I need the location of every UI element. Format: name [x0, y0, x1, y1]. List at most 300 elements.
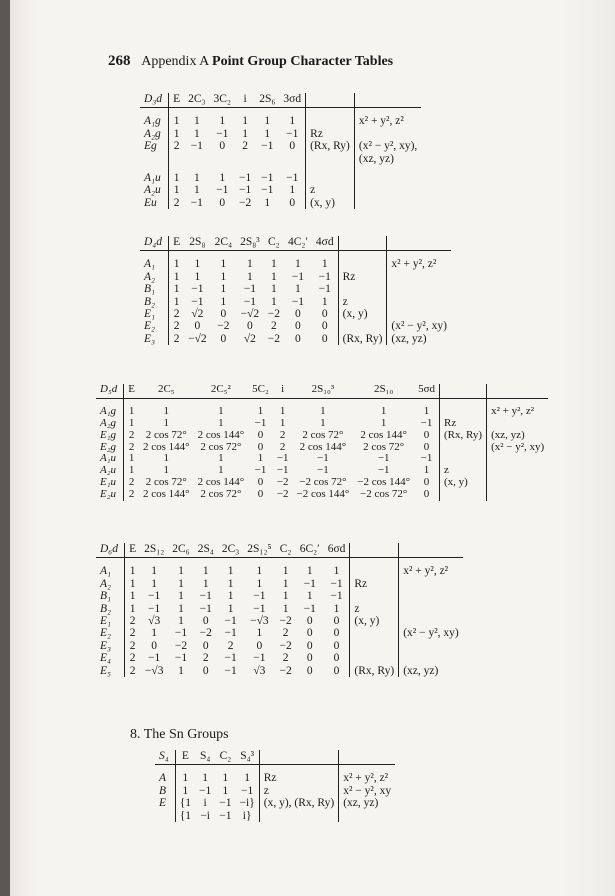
d4d-cell: A₁ — [140, 251, 169, 271]
d3d-cell — [354, 197, 421, 209]
d6d-cell: 1 — [151, 565, 158, 578]
d6d-header-cell: C₂ — [275, 543, 295, 558]
d6d-cell — [399, 603, 463, 615]
d4d-cell: 1 — [295, 258, 301, 271]
d3d-cell — [210, 153, 235, 165]
s4-cell: Rz — [259, 765, 338, 785]
d6d-cell: −1 — [330, 577, 343, 590]
d5d-cell: −2 cos 72° — [299, 476, 347, 489]
d4d-cell: √2 — [191, 308, 204, 321]
d5d-cell — [487, 489, 549, 501]
d6d-cell: −1 — [148, 590, 161, 603]
d3d-cell: 1 — [264, 115, 271, 128]
page-header — [108, 53, 393, 70]
d6d-cell — [399, 578, 463, 590]
d6d-cell: 0 — [151, 639, 158, 652]
d4d-header-row — [140, 236, 451, 251]
page-title: Point Group Character Tables — [212, 54, 394, 69]
d4d-cell: 0 — [220, 332, 227, 345]
d5d-header-cell: E — [124, 384, 139, 398]
d5d-header-cell: 5C₂ — [248, 384, 273, 398]
d6d-cell: 1 — [227, 577, 234, 590]
d4d-cell: z — [338, 296, 387, 308]
s4-cell: z — [259, 785, 338, 797]
d6d-cell: −2 — [279, 664, 292, 677]
d5d-row — [96, 430, 548, 442]
d5d-cell: 2 cos 144° — [299, 440, 347, 453]
d5d-cell: 0 — [257, 428, 264, 441]
d6d-cell: 1 — [178, 664, 184, 677]
d6d-row — [96, 652, 463, 664]
d5d-cell: E₂g — [96, 442, 124, 454]
d5d-cell: 1 — [423, 464, 430, 477]
d3d-row — [140, 153, 421, 165]
d5d-cell: (x² − y², xy) — [487, 442, 549, 454]
d3d-cell: −1 — [261, 172, 274, 185]
d5d-cell — [487, 477, 549, 489]
d5d-cell: −1 — [254, 464, 267, 477]
d3d-cell: 1 — [289, 184, 296, 197]
d3d-cell: −2 — [238, 196, 252, 209]
d5d-cell: 1 — [218, 404, 224, 417]
d6d-cell: z — [350, 603, 399, 615]
d6d-cell: 2 — [129, 615, 136, 628]
d6d-cell: 1 — [256, 565, 263, 578]
d4d-cell — [387, 296, 451, 308]
d4d-cell: −√2 — [240, 308, 260, 321]
d6d-row — [96, 665, 463, 677]
d5d-row — [96, 398, 548, 417]
d5d-cell — [487, 465, 549, 477]
d4d-header-cell — [338, 236, 387, 251]
d3d-cell: 0 — [219, 196, 226, 209]
d4d-row — [140, 296, 451, 308]
d6d-cell: 0 — [333, 627, 340, 640]
d5d-cell: z — [440, 465, 487, 477]
d5d-cell: 2 cos 72° — [302, 428, 344, 441]
d3d-cell — [184, 153, 209, 165]
binding-shadow — [0, 0, 10, 896]
s4-cell: A — [155, 765, 175, 785]
s4-cell — [155, 810, 175, 822]
s4-cell: (x, y), (Rx, Ry) — [259, 797, 338, 809]
d5d-cell: −1 — [377, 464, 390, 477]
s4-row — [155, 810, 395, 822]
d3d-cell: x² + y², z² — [354, 108, 421, 128]
d6d-cell — [399, 652, 463, 664]
d3d-cell: −1 — [216, 127, 229, 140]
d4d-header-cell: 4σd — [312, 236, 338, 251]
d6d-cell — [350, 558, 399, 578]
s4-cell: B — [155, 785, 175, 797]
d3d-cell: 1 — [193, 127, 200, 140]
d4d-row — [140, 283, 451, 295]
d3d-row — [140, 184, 421, 196]
d4d-cell: −1 — [243, 295, 257, 308]
d5d-header-cell — [440, 384, 487, 398]
s4-cell: 1 — [202, 772, 209, 785]
d6d-cell: −2 — [279, 639, 292, 652]
d3d-cell: −1 — [238, 184, 252, 197]
s4-cell: {1 — [179, 809, 192, 822]
d6d-header-row — [96, 543, 463, 558]
d5d-cell: 1 — [128, 464, 135, 477]
d5d-cell: 2 cos 72° — [145, 428, 187, 441]
d3d-cell: A₂g — [140, 128, 169, 140]
d6d-header-cell: E — [125, 543, 141, 558]
d6d-cell: −1 — [224, 615, 237, 628]
d6d-cell: −1 — [253, 602, 266, 615]
d6d-cell: 1 — [178, 590, 184, 603]
d4d-header-cell: 4C₂′ — [284, 236, 312, 251]
d3d-header-cell: E — [169, 93, 185, 108]
s4-header-cell: C₂ — [215, 750, 235, 765]
d4d-cell: 1 — [247, 258, 253, 271]
s4-row — [155, 765, 395, 785]
d5d-cell: 1 — [218, 416, 224, 429]
d5d-header-cell: D₅d — [96, 384, 124, 398]
d5d-header-cell: 2C₅² — [194, 384, 249, 398]
d6d-cell: 0 — [202, 664, 209, 677]
d4d-cell: 1 — [194, 270, 201, 283]
d5d-cell — [487, 453, 549, 465]
s4-cell: −i} — [239, 797, 255, 810]
d6d-cell: 0 — [333, 615, 340, 628]
d4d-row — [140, 271, 451, 283]
d4d-cell: −√2 — [188, 332, 207, 345]
d5d-row — [96, 489, 548, 501]
d5d-cell: 1 — [163, 416, 170, 429]
d4d-cell: −2 — [217, 320, 230, 333]
d5d-cell: −1 — [317, 452, 329, 465]
d5d-cell: 1 — [257, 404, 264, 417]
d5d-cell: −2 cos 144° — [357, 476, 411, 489]
d6d-cell: 1 — [227, 590, 234, 603]
d4d-cell: B₁ — [140, 283, 169, 295]
d4d-cell: 1 — [247, 270, 253, 283]
d6d-cell: −1 — [174, 627, 188, 640]
d5d-cell: −1 — [276, 464, 289, 477]
d6d-cell: −2 — [199, 627, 212, 640]
d5d-cell: 2 cos 144° — [143, 488, 190, 500]
d6d-cell: 2 — [227, 639, 234, 652]
d3d-cell — [279, 153, 305, 165]
s4-cell: i} — [242, 809, 252, 822]
d6d-cell: 1 — [202, 577, 209, 590]
d3d-cell: −1 — [261, 140, 274, 153]
d6d-cell: 1 — [282, 590, 289, 603]
d3d-cell: 0 — [289, 196, 296, 209]
d3d-cell: 1 — [173, 127, 180, 140]
d3d-row — [140, 197, 421, 209]
s4-row — [155, 785, 395, 797]
d4d-cell: 2 — [270, 320, 277, 333]
d4d-cell: 1 — [173, 270, 180, 283]
d6d-cell — [399, 590, 463, 602]
d6d-cell: −1 — [224, 627, 237, 640]
d6d-cell: 2 — [129, 627, 136, 640]
s4-header-cell — [339, 750, 395, 765]
d4d-row — [140, 320, 451, 332]
d4d-cell: 1 — [270, 270, 277, 283]
d6d-cell: 1 — [333, 602, 340, 615]
d4d-cell: Rz — [338, 271, 387, 283]
d3d-row — [140, 165, 421, 184]
d5d-cell: −1 — [377, 452, 390, 465]
d6d-cell: −2 — [174, 639, 188, 652]
d4d-cell: −1 — [191, 283, 204, 296]
d5d-cell: 1 — [128, 416, 135, 429]
d5d-cell: (x, y) — [440, 477, 487, 489]
d6d-cell: 0 — [202, 615, 209, 628]
d5d-cell: A₁g — [96, 398, 124, 417]
d6d-cell: −1 — [303, 602, 316, 615]
d3d-cell: −1 — [216, 184, 229, 197]
d4d-cell: 0 — [321, 308, 328, 321]
d5d-cell: 2 cos 144° — [197, 428, 245, 441]
d6d-cell: −1 — [148, 652, 161, 665]
d3d-header-cell: 2S₆ — [255, 93, 279, 108]
d5d-row — [96, 418, 548, 430]
d3d-header-cell: i — [235, 93, 255, 108]
d6d-cell: x² + y², z² — [399, 558, 463, 578]
d4d-cell — [387, 271, 451, 283]
d3d-cell: Eg — [140, 140, 169, 152]
d4d-cell: A₂ — [140, 271, 169, 283]
d6d-cell: −1 — [199, 590, 212, 603]
d5d-cell: 0 — [257, 488, 264, 500]
d6d-cell — [350, 652, 399, 664]
d5d-cell: 1 — [380, 416, 387, 429]
d4d-cell: B₂ — [140, 296, 169, 308]
d5d-cell: 2 — [128, 476, 135, 489]
d3d-cell: z — [306, 184, 355, 196]
s4-character-table — [155, 750, 395, 822]
d6d-cell: 2 — [129, 652, 136, 665]
d4d-cell: 1 — [270, 258, 277, 271]
d6d-cell: −2 — [279, 615, 292, 628]
d6d-cell: 0 — [202, 639, 209, 652]
d6d-cell — [350, 590, 399, 602]
d6d-cell: 0 — [256, 639, 263, 652]
d6d-row — [96, 590, 463, 602]
d6d-cell: E₅ — [96, 665, 125, 677]
d3d-cell — [235, 153, 255, 165]
d4d-cell: −1 — [291, 270, 305, 283]
d3d-cell: 1 — [264, 196, 271, 209]
d5d-header-cell: i — [273, 384, 293, 398]
d4d-header-cell: D₄d — [140, 236, 169, 251]
d5d-cell: −2 — [276, 488, 289, 500]
d3d-row — [140, 108, 421, 128]
d3d-cell: 2 — [173, 140, 180, 153]
d3d-cell: −1 — [286, 172, 299, 185]
d6d-header-cell — [350, 543, 399, 558]
s4-cell: E — [155, 797, 175, 809]
d5d-cell: 2 — [128, 428, 135, 441]
d3d-cell: −1 — [190, 140, 203, 153]
d4d-cell: E₂ — [140, 320, 169, 332]
d5d-cell: 0 — [423, 440, 430, 453]
d3d-cell: −1 — [238, 172, 252, 185]
d6d-cell: 1 — [306, 590, 313, 603]
d4d-cell — [338, 320, 387, 332]
d6d-cell: 1 — [282, 565, 289, 578]
d5d-cell: 2 cos 144° — [143, 440, 190, 453]
d3d-cell: 1 — [264, 127, 271, 140]
d5d-cell: x² + y², z² — [487, 398, 549, 417]
d3d-cell: 1 — [219, 115, 226, 128]
d6d-cell: 1 — [256, 577, 263, 590]
d4d-header-cell: 2S₈ — [184, 236, 211, 251]
d5d-cell: −1 — [317, 464, 329, 477]
d3d-row — [140, 128, 421, 140]
d4d-cell: E₃ — [140, 333, 169, 345]
d5d-cell: 1 — [380, 404, 387, 417]
d6d-header-cell: 2C₃ — [218, 543, 243, 558]
d6d-cell: (xz, yz) — [399, 665, 463, 677]
d4d-row — [140, 308, 451, 320]
d3d-cell: 2 — [242, 140, 248, 153]
d6d-cell — [399, 615, 463, 627]
d5d-cell: E₂u — [96, 489, 124, 501]
d4d-cell: 0 — [321, 320, 328, 333]
d6d-cell: 0 — [306, 664, 313, 677]
d6d-cell: −1 — [224, 652, 237, 665]
s4-header-cell — [259, 750, 338, 765]
d4d-cell — [387, 283, 451, 295]
d4d-cell: −1 — [318, 283, 331, 296]
d3d-cell — [306, 153, 355, 165]
d6d-cell: 1 — [178, 565, 184, 578]
d3d-header-cell — [354, 93, 421, 108]
d3d-cell: 1 — [173, 184, 180, 197]
d6d-header-cell: 6C₂′ — [296, 543, 324, 558]
d6d-cell: 2 — [282, 627, 289, 640]
d4d-cell: −1 — [191, 295, 204, 308]
d3d-cell — [169, 153, 185, 165]
d6d-cell: 1 — [129, 577, 136, 590]
d5d-cell: 1 — [320, 416, 326, 429]
d3d-cell: 1 — [242, 115, 248, 128]
d6d-cell: 1 — [282, 577, 289, 590]
d5d-header-cell: 2C₅ — [139, 384, 194, 398]
d5d-cell: 2 — [128, 440, 135, 453]
d6d-cell — [350, 640, 399, 652]
d6d-cell — [350, 627, 399, 639]
d6d-cell: 2 — [282, 652, 289, 665]
d6d-cell: −1 — [174, 652, 188, 665]
d4d-cell: 1 — [220, 283, 227, 296]
s4-cell: (xz, yz) — [339, 797, 395, 809]
d3d-cell — [140, 153, 169, 165]
d6d-cell: −1 — [303, 577, 316, 590]
d6d-cell: 1 — [178, 615, 184, 628]
d6d-cell: −1 — [148, 602, 161, 615]
d6d-header-cell — [399, 543, 463, 558]
d5d-cell: A₂g — [96, 418, 124, 430]
d3d-cell: 0 — [219, 140, 226, 153]
d3d-cell: −1 — [190, 196, 203, 209]
d4d-cell: 1 — [220, 270, 227, 283]
s4-cell: −i — [200, 809, 210, 822]
d6d-row — [96, 627, 463, 639]
d5d-cell: −1 — [420, 452, 433, 465]
d6d-cell: B₂ — [96, 603, 125, 615]
s4-cell: {1 — [179, 797, 192, 810]
d3d-cell: 1 — [193, 115, 200, 128]
d6d-cell: −1 — [199, 602, 212, 615]
d5d-cell: 1 — [128, 404, 135, 417]
d3d-cell: 1 — [219, 172, 226, 185]
d5d-cell: Rz — [440, 418, 487, 430]
s4-row — [155, 797, 395, 809]
d6d-cell: −√3 — [144, 664, 164, 677]
d4d-cell: 1 — [173, 258, 180, 271]
d6d-header-cell: 2S₁₂ — [140, 543, 168, 558]
d4d-cell: 0 — [295, 308, 301, 321]
d5d-cell: −1 — [276, 452, 289, 465]
d6d-cell: 1 — [178, 602, 184, 615]
d6d-cell: 0 — [306, 627, 313, 640]
s4-header-cell: S₄³ — [236, 750, 260, 765]
d4d-cell: −1 — [291, 295, 305, 308]
d3d-row — [140, 140, 421, 152]
d5d-cell: 1 — [128, 452, 135, 465]
d4d-cell: (x, y) — [338, 308, 387, 320]
d5d-cell: −2 cos 72° — [360, 488, 408, 500]
d6d-cell: 1 — [333, 565, 340, 578]
d5d-cell: 2 cos 72° — [363, 440, 405, 453]
s4-header-cell: S₄ — [195, 750, 215, 765]
s4-cell: −1 — [219, 797, 232, 810]
d4d-cell: 1 — [173, 283, 180, 296]
d3d-cell: 1 — [289, 115, 296, 128]
d6d-cell: (x² − y², xy) — [399, 627, 463, 639]
d5d-cell: −2 — [276, 476, 289, 489]
d6d-cell: 2 — [129, 639, 136, 652]
d6d-row — [96, 578, 463, 590]
d3d-cell: (x, y) — [306, 197, 355, 209]
d3d-cell: (xz, yz) — [354, 153, 421, 165]
d6d-cell: (x, y) — [350, 615, 399, 627]
d6d-cell: 1 — [282, 602, 289, 615]
d5d-cell: 0 — [257, 476, 264, 489]
d3d-cell — [306, 108, 355, 128]
s4-header-cell: E — [175, 750, 195, 765]
d5d-character-table — [96, 384, 548, 501]
d6d-cell: 1 — [178, 577, 184, 590]
d6d-cell: 1 — [151, 577, 158, 590]
d3d-cell: −1 — [261, 184, 274, 197]
d6d-cell: E₂ — [96, 627, 125, 639]
d3d-cell: 1 — [173, 172, 180, 185]
d5d-header-cell: 2S₁₀³ — [293, 384, 354, 398]
d6d-cell: 2 — [129, 664, 136, 677]
section-title: 8. The Sn Groups — [130, 727, 229, 742]
d4d-cell: −1 — [243, 283, 257, 296]
d4d-cell: −2 — [267, 308, 280, 321]
d6d-row — [96, 640, 463, 652]
d6d-cell: 0 — [306, 615, 313, 628]
d4d-cell: 2 — [173, 320, 180, 333]
d3d-cell — [255, 153, 279, 165]
d6d-cell: E₁ — [96, 615, 125, 627]
d6d-cell: 0 — [306, 652, 313, 665]
d6d-cell: 2 — [202, 652, 209, 665]
d5d-cell: 0 — [423, 476, 430, 489]
d4d-cell: (xz, yz) — [387, 333, 451, 345]
